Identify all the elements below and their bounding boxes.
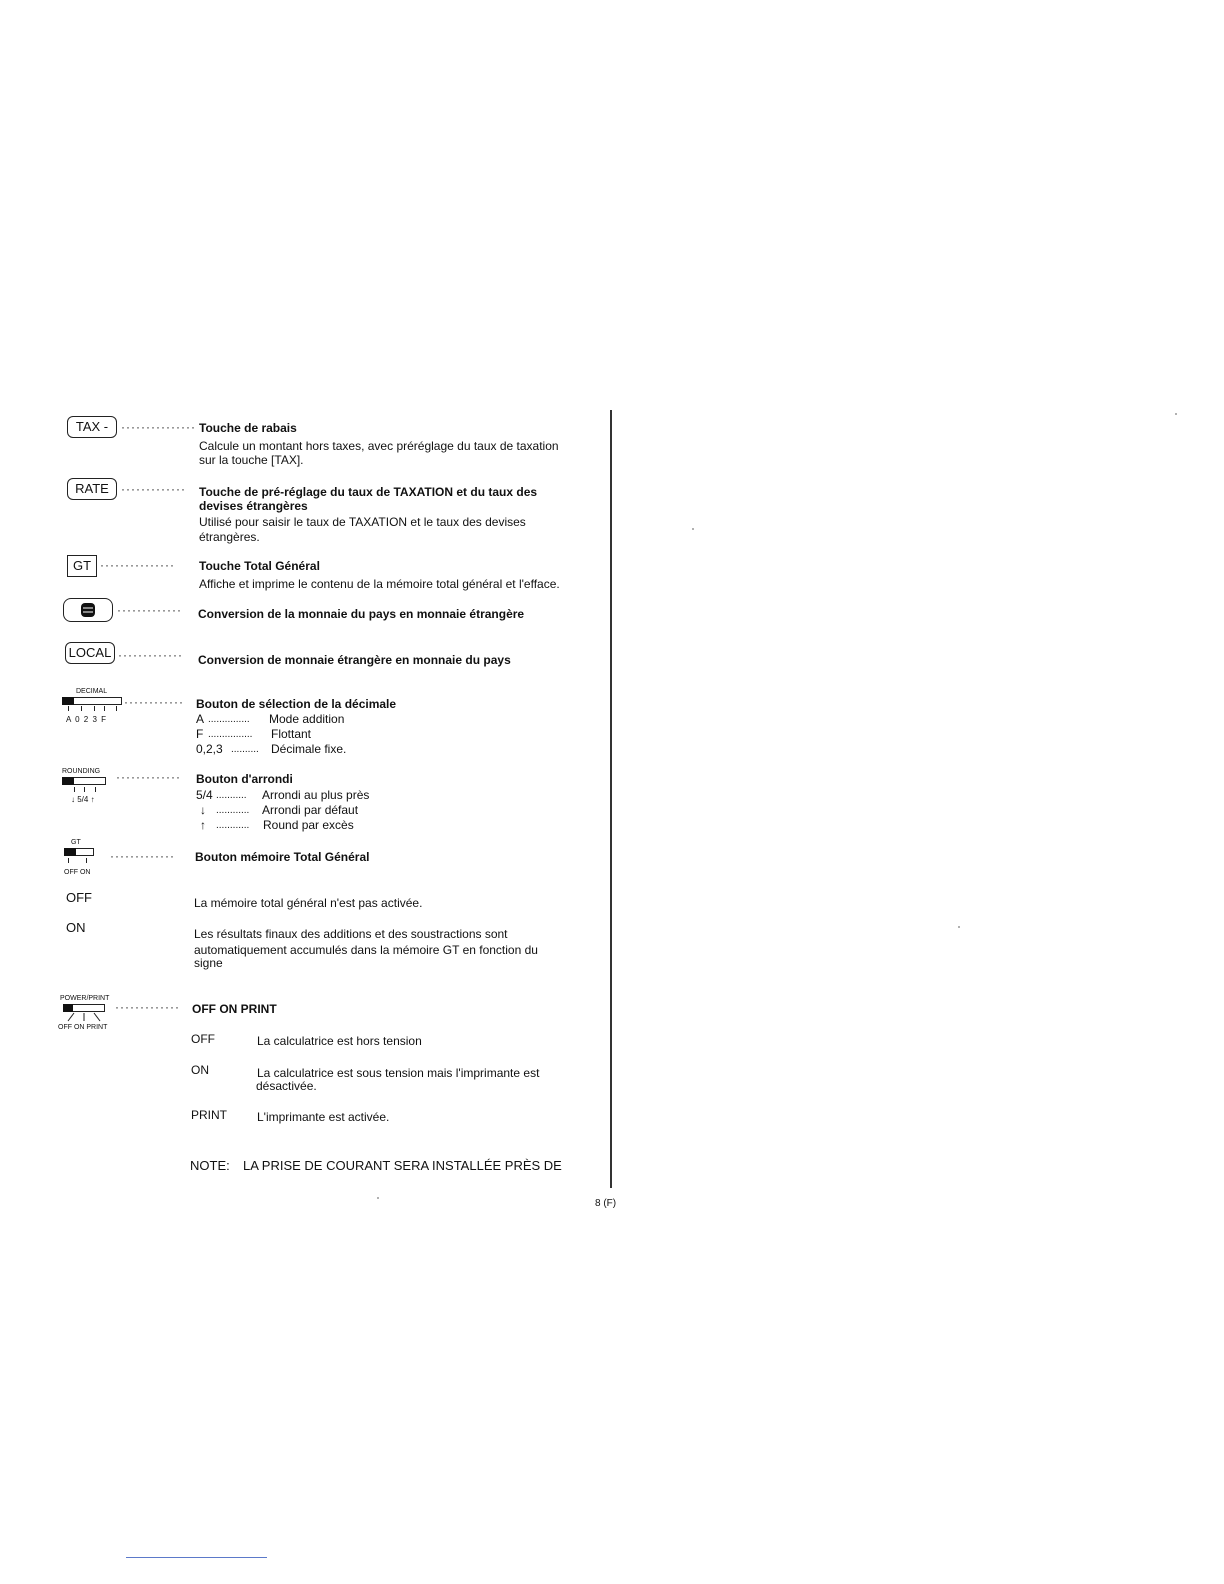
gt-on-label: ON — [66, 920, 86, 935]
note-label: NOTE: — [190, 1158, 230, 1173]
leader-dots: ··············· — [100, 558, 175, 572]
gt-key-desc: Affiche et imprime le contenu de la mémoire total général et l'efface. — [199, 577, 560, 591]
gt-on-desc-line2: automatiquement accumulés dans la mémoire GT en fonction du — [194, 943, 538, 957]
power-switch-legs-icon — [62, 1012, 108, 1022]
currency-conversion-title: Conversion de la monnaie du pays en monnaie étrangère — [198, 607, 525, 621]
decimal-switch-positions: A 0 2 3 F — [66, 715, 108, 724]
decimal-switch-label: DECIMAL — [76, 688, 108, 695]
scan-speck — [1175, 413, 1177, 415]
option-key: A — [196, 712, 205, 726]
gt-key-label: GT — [72, 558, 92, 573]
rate-desc-line1: Utilisé pour saisir le taux de TAXATION et le taux des devises — [199, 515, 526, 529]
option-key: F — [196, 727, 204, 741]
gt-switch-positions: OFF ON — [64, 869, 91, 876]
power-off-key: OFF — [191, 1032, 215, 1046]
coins-icon — [78, 602, 98, 618]
tax-minus-key-icon — [67, 416, 117, 438]
scan-speck — [958, 926, 960, 928]
power-on-key: ON — [191, 1063, 209, 1077]
gt-off-desc: La mémoire total général n'est pas activée. — [194, 896, 423, 910]
option-dots: ........... — [216, 790, 247, 801]
power-off-desc: La calculatrice est hors tension — [257, 1034, 422, 1048]
round-up-arrow-icon: ↑ — [200, 818, 206, 832]
leader-dots: ············ — [124, 695, 184, 709]
option-dots: ............... — [208, 714, 250, 725]
rate-title-line1: Touche de pré-réglage du taux de TAXATION et du taux des — [199, 485, 538, 499]
leader-dots: ············· — [115, 1000, 180, 1014]
option-value: Flottant — [271, 727, 312, 741]
leader-dots: ············· — [117, 603, 182, 617]
rate-title-line2: devises étrangères — [199, 499, 308, 513]
option-value: Arrondi au plus près — [262, 788, 370, 802]
option-key: 0,2,3 — [196, 742, 223, 756]
gt-key-title: Touche Total Général — [199, 559, 320, 573]
tax-minus-key-label: TAX - — [75, 419, 109, 434]
leader-dots: ··············· — [121, 420, 196, 434]
power-switch-label: POWER/PRINT — [60, 995, 110, 1002]
scan-speck — [692, 528, 694, 530]
gt-key-icon — [67, 555, 97, 577]
gt-on-desc-line3: signe — [194, 956, 223, 970]
leader-dots: ············· — [118, 648, 183, 662]
page-number: 8 (F) — [595, 1198, 617, 1209]
decimal-title: Bouton de sélection de la décimale — [196, 697, 397, 711]
gt-switch-label: GT — [71, 839, 81, 846]
option-value: Décimale fixe. — [271, 742, 347, 756]
power-on-desc-line1: La calculatrice est sous tension mais l'imprimante est — [257, 1066, 540, 1080]
note-text: LA PRISE DE COURANT SERA INSTALLÉE PRÈS DE — [243, 1158, 562, 1173]
rounding-switch-label: ROUNDING — [62, 768, 101, 775]
round-down-arrow-icon: ↓ — [200, 803, 206, 817]
power-title: OFF ON PRINT — [192, 1002, 277, 1016]
option-value: Round par excès — [263, 818, 354, 832]
option-value: Arrondi par défaut — [262, 803, 359, 817]
rounding-title: Bouton d'arrondi — [196, 772, 293, 786]
gt-on-desc-line1: Les résultats finaux des additions et des soustractions sont — [194, 927, 508, 941]
gt-off-label: OFF — [66, 890, 92, 905]
currency-conversion-key-icon — [63, 598, 113, 622]
rate-desc-line2: étrangères. — [199, 530, 260, 544]
gt-switch-title: Bouton mémoire Total Général — [195, 850, 370, 864]
tax-minus-desc-line2: sur la touche [TAX]. — [199, 453, 304, 467]
option-dots: ................ — [208, 729, 253, 740]
option-dots: ............ — [216, 820, 250, 831]
option-dots: ............ — [216, 805, 250, 816]
rate-key-label: RATE — [75, 481, 109, 496]
leader-dots: ············· — [116, 770, 181, 784]
scan-speck — [377, 1197, 379, 1199]
page-divider-rule — [610, 410, 612, 1188]
leader-dots: ············· — [110, 849, 175, 863]
tax-minus-title: Touche de rabais — [199, 421, 297, 435]
power-on-desc-line2: désactivée. — [256, 1079, 317, 1093]
local-key-icon — [65, 642, 115, 664]
power-print-desc: L'imprimante est activée. — [257, 1110, 390, 1124]
power-switch-positions: OFF ON PRINT — [58, 1024, 108, 1031]
tax-minus-desc-line1: Calcule un montant hors taxes, avec préréglage du taux de taxation — [199, 439, 559, 453]
option-value: Mode addition — [269, 712, 345, 726]
rounding-switch-positions: ↓ 5/4 ↑ — [71, 795, 95, 804]
power-print-key: PRINT — [191, 1108, 227, 1122]
local-key-title: Conversion de monnaie étrangère en monnaie du pays — [198, 653, 511, 667]
local-key-label: LOCAL — [68, 645, 112, 660]
option-dots: .......... — [231, 744, 259, 755]
bottom-blue-rule — [126, 1557, 267, 1558]
leader-dots: ············· — [121, 482, 186, 496]
rate-key-icon — [67, 478, 117, 500]
option-key: 5/4 — [196, 788, 213, 802]
